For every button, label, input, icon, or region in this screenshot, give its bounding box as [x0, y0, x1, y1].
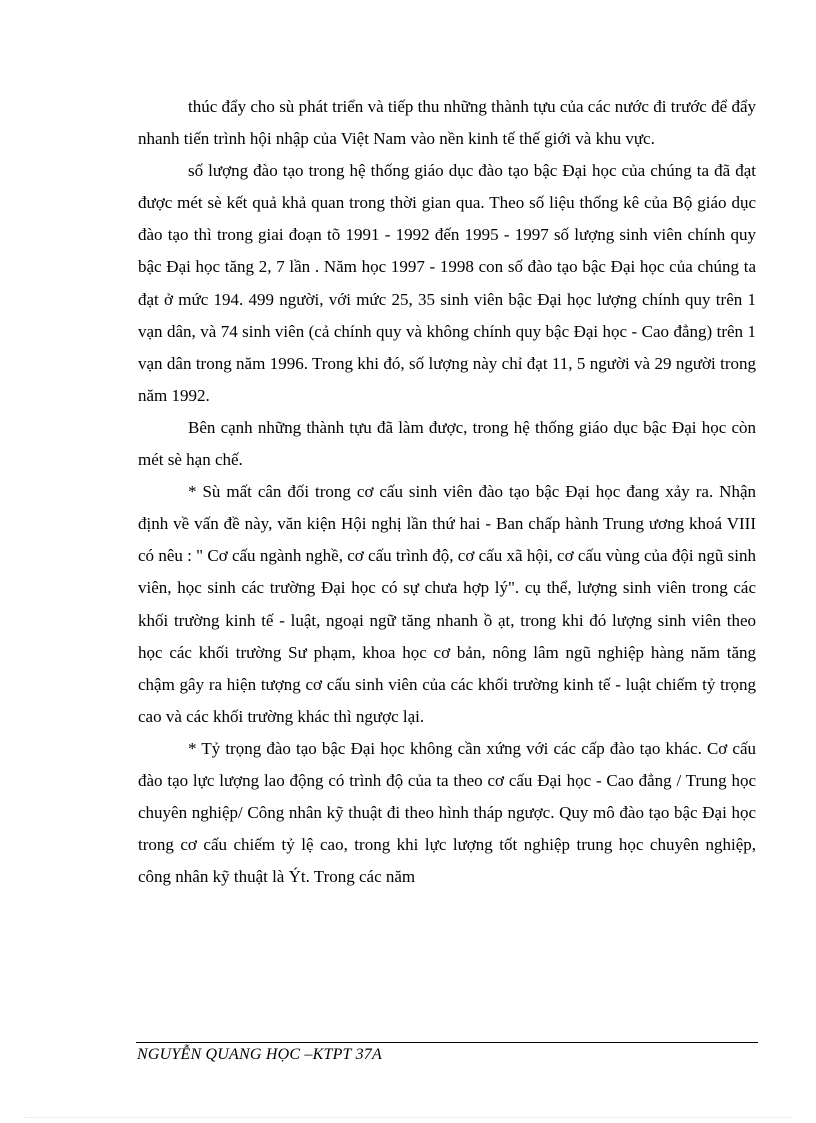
paragraph-3: Bên cạnh những thành tựu đã làm được, trong hệ thống giáo dục bậc Đại học còn mét sè hạn chế.	[138, 417, 756, 470]
footer-divider	[136, 1042, 758, 1043]
page-bottom-edge	[24, 1117, 792, 1118]
paragraph-4: * Sù mất cân đối trong cơ cấu sinh viên đào tạo bậc Đại học đang xảy ra. Nhận định về vấn đề này, văn kiện Hội nghị lần thứ hai - Ban chấp hành Trung ương khoá VIII có nêu : " Cơ cấu ngành nghề, cơ cấu trình độ, cơ cấu xã hội, cơ cấu vùng của đội ngũ sinh viên, học sinh các trường Đại học có sự chưa hợp lý". cụ thể, lượng sinh viên trong các khối trường kinh tế - luật, ngoại ngữ tăng nhanh ồ ạt, trong khi đó lượng sinh viên theo học các khối trường Sư phạm, khoa học cơ bản, nông lâm ngũ nghiệp hàng năm tăng chậm gây ra hiện tượng cơ cấu sinh viên của các khối trường kinh tế - luật chiếm tỷ trọng cao và các khối trường khác thì ngược lại.	[138, 482, 756, 726]
body-text	[138, 91, 756, 893]
paragraph-1: thúc đẩy cho sù phát triển và tiếp thu những thành tựu của các nước đi trước để đẩy nhanh tiến trình hội nhập của Việt Nam vào nền kinh tế thế giới và khu vực.	[138, 97, 756, 149]
paragraph-5: * Tỷ trọng đào tạo bậc Đại học không cần xứng với các cấp đào tạo khác. Cơ cấu đào tạo lực lượng lao động có trình độ của ta theo cơ cấu Đại học - Cao đẳng / Trung học chuyên nghiệp/ Công nhân kỹ thuật đi theo hình tháp ngược. Quy mô đào tạo bậc Đại học trong cơ cấu chiếm tỷ lệ cao, trong khi lực lượng tốt nghiệp trung học chuyên nghiệp, công nhân kỹ thuật là Ýt. Trong các năm	[138, 738, 756, 887]
page-footer: NGUYỄN QUANG HỌC –KTPT 37A	[137, 1046, 382, 1063]
paragraph-2: số lượng đào tạo trong hệ thống giáo dục đào tạo bậc Đại học của chúng ta đã đạt được mét sè kết quả khả quan trong thời gian qua. Theo số liệu thống kê của Bộ giáo dục đào tạo thì trong giai đoạn tõ 1991 - 1992 đến 1995 - 1997 số lượng sinh viên chính quy bậc Đại học tăng 2, 7 lần . Năm học 1997 - 1998 con số đào tạo bậc Đại học của chúng ta đạt ở mức 194. 499 người, với mức 25, 35 sinh viên bậc Đại học lượng chính quy trên 1 vạn dân, và 74 sinh viên (cả chính quy và không chính quy bậc Đại học - Cao đẳng) trên 1 vạn dân trong năm 1996. Trong khi đó, số lượng này chỉ đạt 11, 5 người và 29 người trong năm 1992.	[138, 161, 756, 405]
